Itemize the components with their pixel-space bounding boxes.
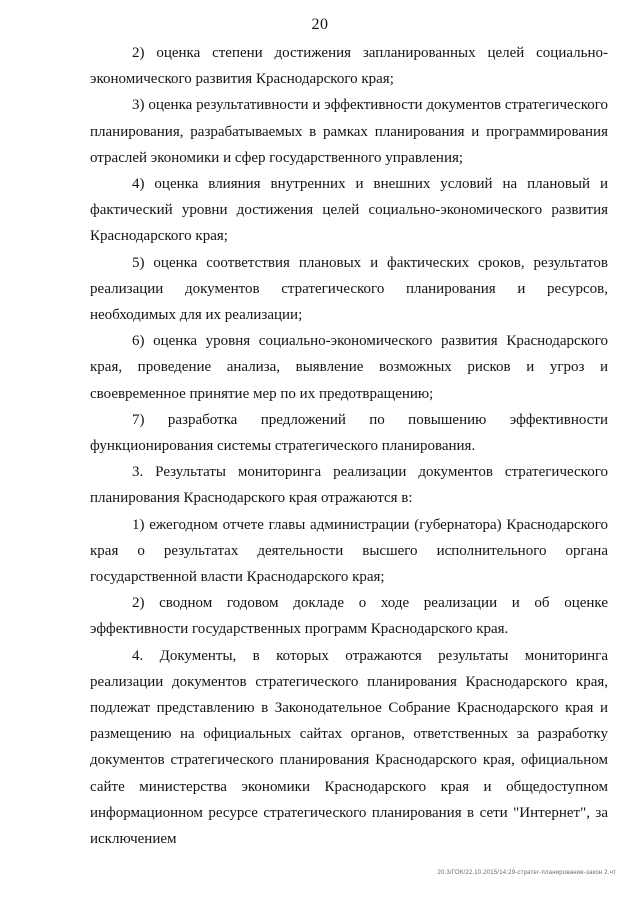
footer-file-stamp: 20.3/ГОК/22.10.2015/14:29-стратег-планирование-закон 2.чт [437,870,616,876]
paragraph-item-2-goals: 2) оценка степени достижения запланированных целей социально-экономического развития Краснодарского края; [90,45,608,88]
paragraph-item-4-conditions: 4) оценка влияния внутренних и внешних условий на плановый и фактический уровни достижения целей социально-экономического развития Краснодарского края; [90,176,608,245]
paragraph-clause-3-results: 3. Результаты мониторинга реализации документов стратегического планирования Краснодарского края отражаются в: [90,464,608,507]
paragraph-item-5-deadlines: 5) оценка соответствия плановых и фактических сроков, результатов реализации документов стратегического планирования и ресурсов, необходимых для их реализации; [90,254,608,324]
paragraph-item-1-annual-report: 1) ежегодном отчете главы администрации (губернатора) Краснодарского края о результатах деятельности высшего исполнительного органа государственной власти Краснодарского края; [90,516,608,586]
paragraph-item-2-summary-report: 2) сводном годовом докладе о ходе реализации и об оценке эффективности государственных программ Краснодарского края. [90,595,608,638]
document-body [90,40,608,852]
paragraph-clause-4-documents: 4. Документы, в которых отражаются результаты мониторинга реализации документов стратегического планирования Краснодарского края, подлежат представлению в Законодательное Собрание Краснодарского края и размещению на официальных сайтах органов, ответственных за разработку документов стратегического планирования Краснодарского края, официальном сайте министерства экономики Краснодарского края и общедоступном информационном ресурсе стратегического планирования в сети "Интернет", за исключением [90,647,608,848]
paragraph-item-7-proposals: 7) разработка предложений по повышению эффективности функционирования системы стратегического планирования. [90,411,608,455]
paragraph-item-3-effectiveness: 3) оценка результативности и эффективности документов стратегического планирования, разрабатываемых в рамках планирования и программирования отраслей экономики и сфер государственного управления; [90,97,608,166]
paragraph-item-6-risks: 6) оценка уровня социально-экономического развития Краснодарского края, проведение анализа, выявление возможных рисков и угроз и своевременное принятие мер по их предотвращению; [90,333,608,402]
page-number: 20 [311,16,329,33]
